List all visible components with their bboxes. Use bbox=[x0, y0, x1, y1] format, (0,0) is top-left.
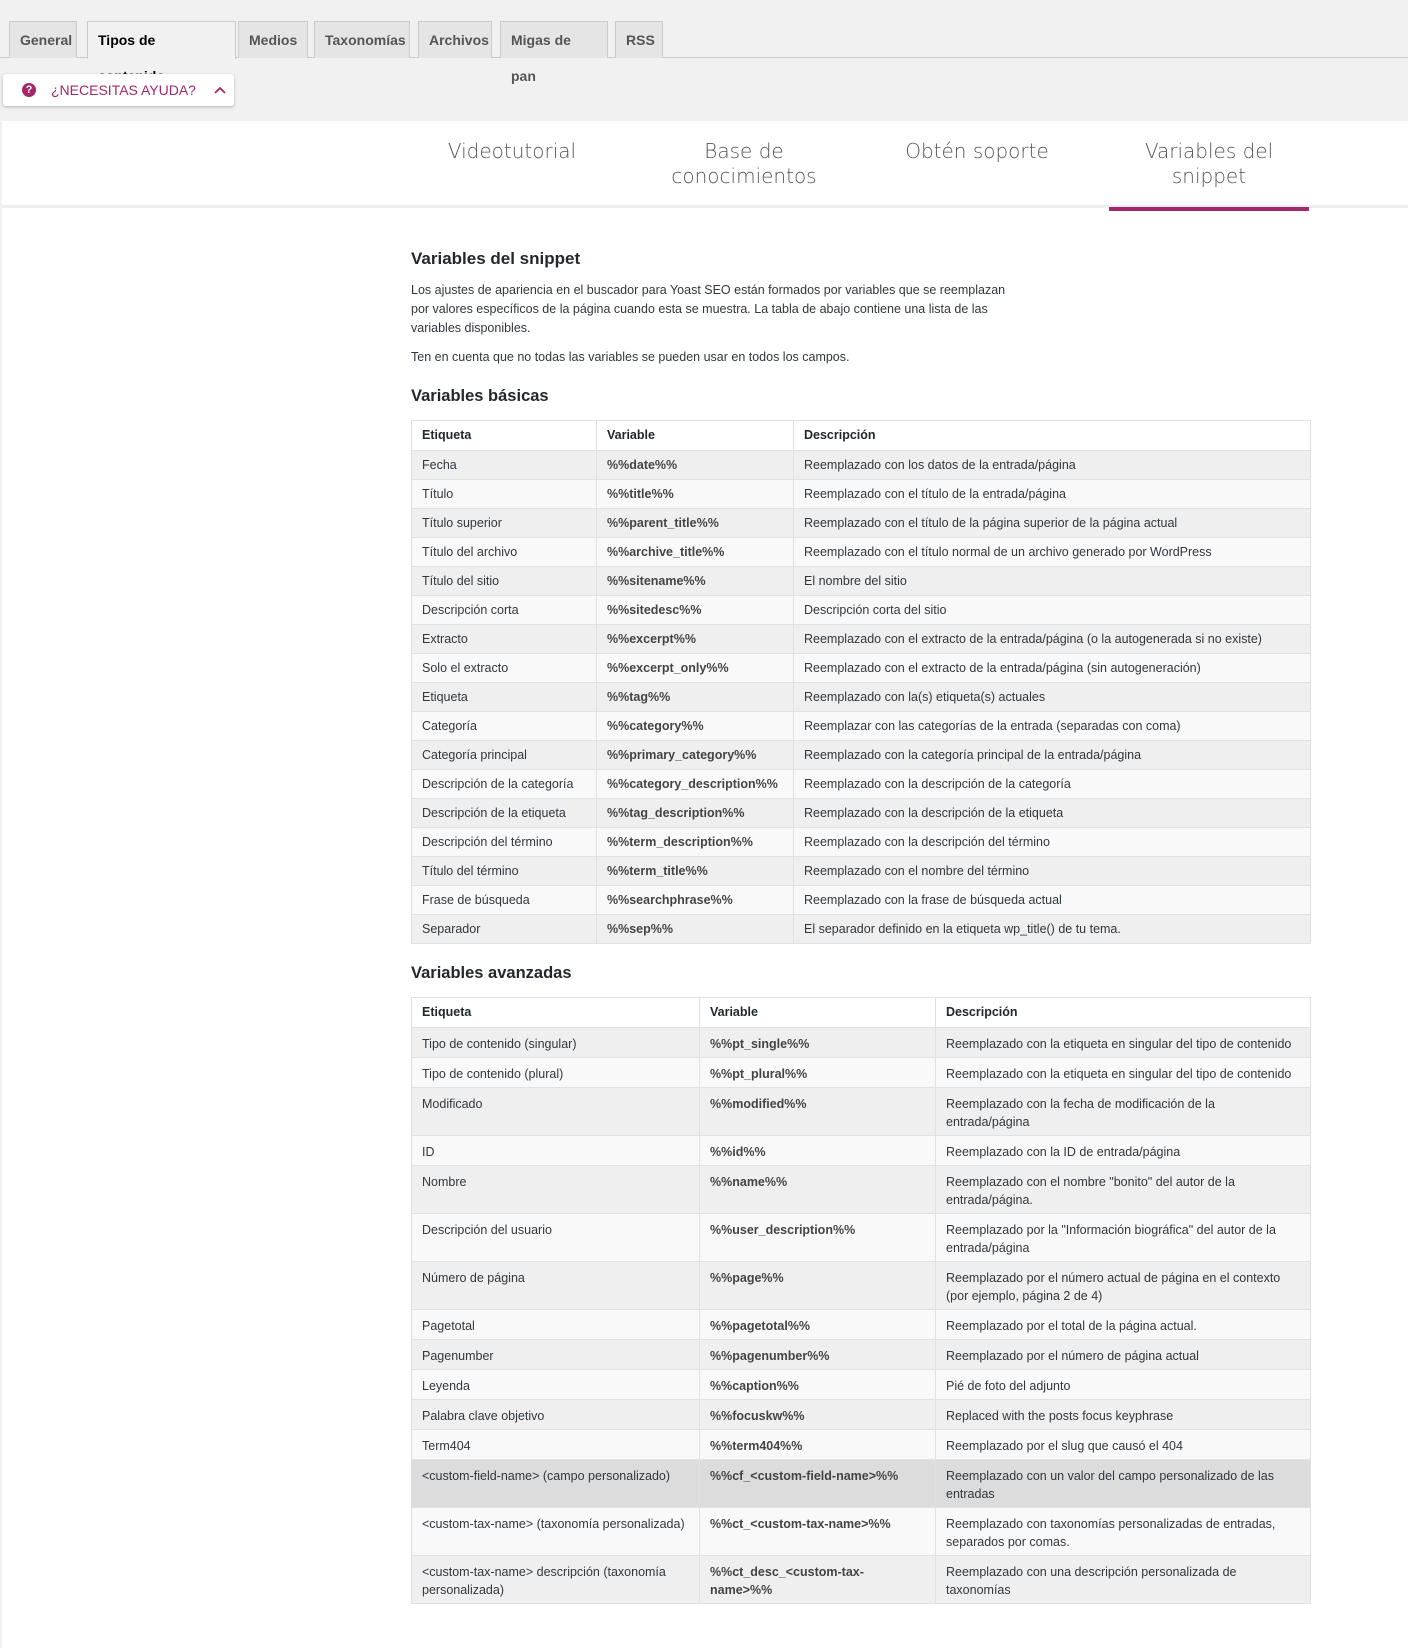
table-row bbox=[412, 1166, 1311, 1214]
table-row bbox=[412, 625, 1311, 654]
variable-cell: %%sitename%% bbox=[597, 567, 794, 596]
description-cell: Reemplazado por la "Información biográfica" del autor de la entrada/página bbox=[936, 1214, 1311, 1262]
description-cell: Replaced with the posts focus keyphrase bbox=[936, 1400, 1311, 1430]
description-cell: Reemplazado con el extracto de la entrada/página (sin autogeneración) bbox=[794, 654, 1311, 683]
label-cell: Título bbox=[412, 480, 597, 509]
label-cell: Título del sitio bbox=[412, 567, 597, 596]
label-cell: Título del archivo bbox=[412, 538, 597, 567]
description-cell: Reemplazado con el nombre "bonito" del autor de la entrada/página. bbox=[936, 1166, 1311, 1214]
table-row bbox=[412, 1310, 1311, 1340]
help-tab-base-de-conocimientos[interactable]: Base de conocimientos bbox=[671, 139, 817, 188]
advanced-variables-table bbox=[411, 997, 1311, 1604]
label-cell: Fecha bbox=[412, 451, 597, 480]
variable-cell: %%pt_plural%% bbox=[700, 1058, 936, 1088]
label-cell: Categoría principal bbox=[412, 741, 597, 770]
description-cell: Pié de foto del adjunto bbox=[936, 1370, 1311, 1400]
description-cell: Reemplazado con la etiqueta en singular del tipo de contenido bbox=[936, 1028, 1311, 1058]
label-cell: Descripción de la etiqueta bbox=[412, 799, 597, 828]
variable-cell: %%term_description%% bbox=[597, 828, 794, 857]
label-cell: Solo el extracto bbox=[412, 654, 597, 683]
column-header: Descripción bbox=[936, 998, 1311, 1028]
table-row bbox=[412, 567, 1311, 596]
tab-migas-de-pan[interactable]: Migas de pan bbox=[500, 21, 608, 58]
description-cell: Reemplazado con los datos de la entrada/página bbox=[794, 451, 1311, 480]
label-cell: Tipo de contenido (singular) bbox=[412, 1028, 700, 1058]
variable-cell: %%modified%% bbox=[700, 1088, 936, 1136]
table-row bbox=[412, 886, 1311, 915]
variable-cell: %%pagetotal%% bbox=[700, 1310, 936, 1340]
table-row bbox=[412, 799, 1311, 828]
label-cell: Tipo de contenido (plural) bbox=[412, 1058, 700, 1088]
variable-cell: %%title%% bbox=[597, 480, 794, 509]
description-cell: Reemplazado con el título de la entrada/página bbox=[794, 480, 1311, 509]
description-cell: El nombre del sitio bbox=[794, 567, 1311, 596]
help-tab-bar bbox=[2, 121, 1408, 208]
table-row bbox=[412, 451, 1311, 480]
table-row bbox=[412, 1460, 1311, 1508]
variable-cell: %%cf_<custom-field-name>%% bbox=[700, 1460, 936, 1508]
table-row bbox=[412, 857, 1311, 886]
variable-cell: %%name%% bbox=[700, 1166, 936, 1214]
column-header: Etiqueta bbox=[412, 998, 700, 1028]
table-row bbox=[412, 828, 1311, 857]
description-cell: Reemplazado con la frase de búsqueda actual bbox=[794, 886, 1311, 915]
basic-variables-table bbox=[411, 420, 1311, 944]
variable-cell: %%caption%% bbox=[700, 1370, 936, 1400]
label-cell: Term404 bbox=[412, 1430, 700, 1460]
label-cell: Título superior bbox=[412, 509, 597, 538]
table-row bbox=[412, 1556, 1311, 1604]
variable-cell: %%pt_single%% bbox=[700, 1028, 936, 1058]
section-title: Variables del snippet bbox=[411, 249, 581, 268]
variable-cell: %%term_title%% bbox=[597, 857, 794, 886]
label-cell: Número de página bbox=[412, 1262, 700, 1310]
variable-cell: %%term404%% bbox=[700, 1430, 936, 1460]
description-cell: Reemplazado con el nombre del término bbox=[794, 857, 1311, 886]
tab-taxonomias[interactable]: Taxonomías bbox=[314, 21, 410, 58]
label-cell: Descripción de la categoría bbox=[412, 770, 597, 799]
table-row bbox=[412, 770, 1311, 799]
tab-tipos-de-contenido[interactable]: Tipos de bbox=[87, 21, 236, 59]
label-cell: Pagenumber bbox=[412, 1340, 700, 1370]
variable-cell: %%excerpt%% bbox=[597, 625, 794, 654]
label-cell: Frase de búsqueda bbox=[412, 886, 597, 915]
tab-rss[interactable]: RSS bbox=[615, 21, 663, 58]
description-cell: Reemplazado por el número actual de página en el contexto (por ejemplo, página 2 de 4) bbox=[936, 1262, 1311, 1310]
column-header: Etiqueta bbox=[412, 421, 597, 451]
variable-cell: %%category%% bbox=[597, 712, 794, 741]
table-row bbox=[412, 1028, 1311, 1058]
variable-cell: %%sitedesc%% bbox=[597, 596, 794, 625]
description-cell: Reemplazado por el número de página actual bbox=[936, 1340, 1311, 1370]
variable-cell: %%tag%% bbox=[597, 683, 794, 712]
column-header: Variable bbox=[597, 421, 794, 451]
label-cell: Etiqueta bbox=[412, 683, 597, 712]
table-row bbox=[412, 712, 1311, 741]
variable-cell: %%excerpt_only%% bbox=[597, 654, 794, 683]
label-cell: Descripción corta bbox=[412, 596, 597, 625]
description-cell: Reemplazado con el título de la página superior de la página actual bbox=[794, 509, 1311, 538]
variable-cell: %%ct_<custom-tax-name>%% bbox=[700, 1508, 936, 1556]
table-row bbox=[412, 538, 1311, 567]
variable-cell: %%user_description%% bbox=[700, 1214, 936, 1262]
description-cell: Reemplazado con la categoría principal de la entrada/página bbox=[794, 741, 1311, 770]
variable-cell: %%primary_category%% bbox=[597, 741, 794, 770]
help-tab-variables-del-snippet[interactable]: Variables del snippet bbox=[1109, 139, 1309, 211]
label-cell: Categoría bbox=[412, 712, 597, 741]
variable-cell: %%ct_desc_<custom-tax-name>%% bbox=[700, 1556, 936, 1604]
label-cell: Descripción del usuario bbox=[412, 1214, 700, 1262]
description-cell: Reemplazado con una descripción personalizada de taxonomías bbox=[936, 1556, 1311, 1604]
table-row bbox=[412, 1340, 1311, 1370]
description-cell: Reemplazado con el título normal de un archivo generado por WordPress bbox=[794, 538, 1311, 567]
table-row bbox=[412, 1400, 1311, 1430]
advanced-variables-title: Variables avanzadas bbox=[411, 964, 572, 982]
description-cell: Reemplazado con la fecha de modificación de la entrada/página bbox=[936, 1088, 1311, 1136]
description-cell: El separador definido en la etiqueta wp_title() de tu tema. bbox=[794, 915, 1311, 944]
section-note: Ten en cuenta que no todas las variables se pueden usar en todos los campos. bbox=[411, 350, 850, 364]
table-row bbox=[412, 596, 1311, 625]
variable-cell: %%parent_title%% bbox=[597, 509, 794, 538]
label-cell: <custom-tax-name> (taxonomía personalizada) bbox=[412, 1508, 700, 1556]
table-row bbox=[412, 741, 1311, 770]
label-cell: Modificado bbox=[412, 1088, 700, 1136]
description-cell: Reemplazado por el total de la página actual. bbox=[936, 1310, 1311, 1340]
tab-medios[interactable]: Medios bbox=[238, 21, 308, 58]
tab-archivos[interactable]: Archivos bbox=[418, 21, 492, 58]
description-cell: Reemplazado con taxonomías personalizadas de entradas, separados por comas. bbox=[936, 1508, 1311, 1556]
column-header: Variable bbox=[700, 998, 936, 1028]
label-cell: <custom-field-name> (campo personalizado) bbox=[412, 1460, 700, 1508]
snippet-variables-content bbox=[411, 249, 1313, 1604]
help-toggle-label: ¿NECESITAS AYUDA? bbox=[51, 82, 196, 98]
description-cell: Descripción corta del sitio bbox=[794, 596, 1311, 625]
description-cell: Reemplazado con el extracto de la entrada/página (o la autogenerada si no existe) bbox=[794, 625, 1311, 654]
table-row bbox=[412, 480, 1311, 509]
description-cell: Reemplazado con la ID de entrada/página bbox=[936, 1136, 1311, 1166]
top-tab-bar bbox=[0, 0, 1408, 84]
table-row bbox=[412, 654, 1311, 683]
description-cell: Reemplazado con un valor del campo personalizado de las entradas bbox=[936, 1460, 1311, 1508]
table-row bbox=[412, 1430, 1311, 1460]
description-cell: Reemplazado con la descripción del término bbox=[794, 828, 1311, 857]
help-panel bbox=[2, 121, 1408, 1648]
question-icon: ? bbox=[22, 83, 36, 97]
variable-cell: %%date%% bbox=[597, 451, 794, 480]
help-tab-videotutorial[interactable]: Videotutorial bbox=[447, 139, 577, 163]
variable-cell: %%page%% bbox=[700, 1262, 936, 1310]
column-header: Descripción bbox=[794, 421, 1311, 451]
description-cell: Reemplazado con la etiqueta en singular del tipo de contenido bbox=[936, 1058, 1311, 1088]
table-row bbox=[412, 1262, 1311, 1310]
variable-cell: %%sep%% bbox=[597, 915, 794, 944]
section-intro: Los ajustes de apariencia en el buscador para Yoast SEO están formados por variables que se reemplazan por valores específicos de la página cuando esta se muestra. La tabla de abajo contiene una lista de las variables disponibles. bbox=[411, 283, 1006, 335]
variable-cell: %%category_description%% bbox=[597, 770, 794, 799]
description-cell: Reemplazado con la descripción de la etiqueta bbox=[794, 799, 1311, 828]
variable-cell: %%archive_title%% bbox=[597, 538, 794, 567]
help-tab-obten-soporte[interactable]: Obtén soporte bbox=[905, 139, 1049, 163]
table-row bbox=[412, 509, 1311, 538]
table-row bbox=[412, 1370, 1311, 1400]
variable-cell: %%searchphrase%% bbox=[597, 886, 794, 915]
label-cell: Descripción del término bbox=[412, 828, 597, 857]
table-row bbox=[412, 915, 1311, 944]
variable-cell: %%tag_description%% bbox=[597, 799, 794, 828]
label-cell: ID bbox=[412, 1136, 700, 1166]
table-row bbox=[412, 1136, 1311, 1166]
variable-cell: %%id%% bbox=[700, 1136, 936, 1166]
label-cell: Título del término bbox=[412, 857, 597, 886]
label-cell: Palabra clave objetivo bbox=[412, 1400, 700, 1430]
description-cell: Reemplazado por el slug que causó el 404 bbox=[936, 1430, 1311, 1460]
basic-variables-title: Variables básicas bbox=[411, 387, 549, 405]
table-row bbox=[412, 683, 1311, 712]
help-toggle-button[interactable] bbox=[3, 74, 234, 106]
label-cell: Nombre bbox=[412, 1166, 700, 1214]
label-cell: Leyenda bbox=[412, 1370, 700, 1400]
label-cell: <custom-tax-name> descripción (taxonomía personalizada) bbox=[412, 1556, 700, 1604]
description-cell: Reemplazado con la descripción de la categoría bbox=[794, 770, 1311, 799]
chevron-up-icon bbox=[214, 83, 226, 97]
table-row bbox=[412, 1058, 1311, 1088]
table-row bbox=[412, 1214, 1311, 1262]
table-row bbox=[412, 1508, 1311, 1556]
table-row bbox=[412, 1088, 1311, 1136]
tab-general[interactable]: General bbox=[9, 21, 77, 58]
variable-cell: %%pagenumber%% bbox=[700, 1340, 936, 1370]
label-cell: Pagetotal bbox=[412, 1310, 700, 1340]
description-cell: Reemplazar con las categorías de la entrada (separadas con coma) bbox=[794, 712, 1311, 741]
label-cell: Extracto bbox=[412, 625, 597, 654]
variable-cell: %%focuskw%% bbox=[700, 1400, 936, 1430]
description-cell: Reemplazado con la(s) etiqueta(s) actuales bbox=[794, 683, 1311, 712]
label-cell: Separador bbox=[412, 915, 597, 944]
